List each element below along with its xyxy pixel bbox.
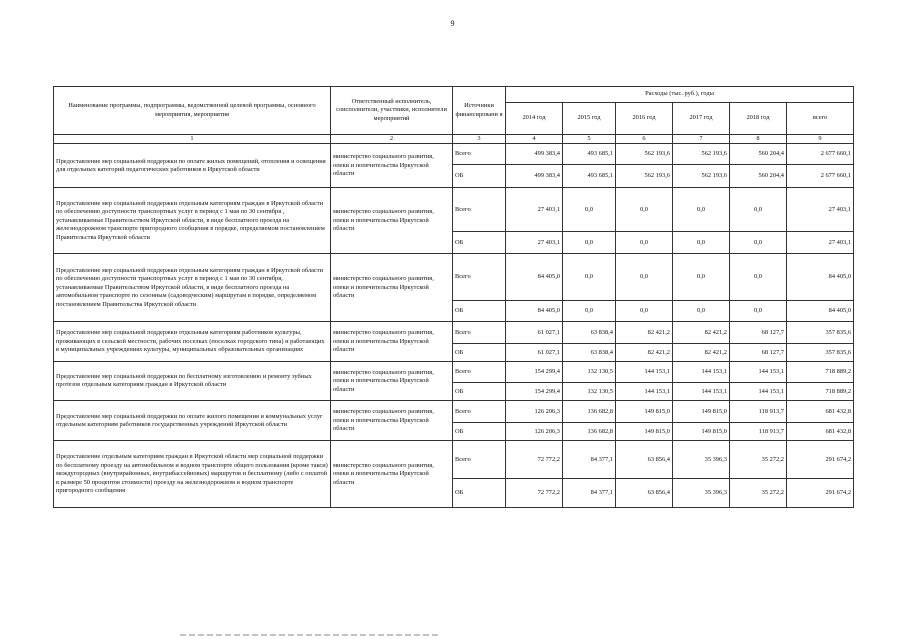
expense-value-cell: 132 130,5: [563, 362, 616, 383]
column-number: 5: [563, 135, 616, 144]
expense-value-cell: 63 856,4: [616, 479, 673, 508]
expense-value-cell: 0,0: [616, 232, 673, 254]
expense-value-cell: 0,0: [673, 188, 730, 232]
funding-source-cell: ОБ: [453, 344, 506, 362]
executor-cell: министерство социального развития, опеки и попечительства Иркутской области: [331, 401, 453, 441]
column-number: 6: [616, 135, 673, 144]
expense-value-cell: 493 685,1: [563, 165, 616, 188]
expense-value-cell: 0,0: [616, 188, 673, 232]
expense-value-cell: 0,0: [673, 301, 730, 322]
expense-value-cell: 560 204,4: [730, 165, 787, 188]
executor-cell: министерство социального развития, опеки и попечительства Иркутской области: [331, 441, 453, 508]
executor-cell: министерство социального развития, опеки и попечительства Иркутской области: [331, 144, 453, 188]
expense-value-cell: 35 396,3: [673, 479, 730, 508]
expense-value-cell: 84 405,0: [506, 301, 563, 322]
funding-source-cell: Всего: [453, 401, 506, 423]
funding-source-cell: ОБ: [453, 423, 506, 441]
expense-value-cell: 149 815,0: [673, 401, 730, 423]
expense-value-cell: 144 153,1: [673, 362, 730, 383]
expense-value-cell: 144 153,1: [673, 383, 730, 401]
expense-value-cell: 144 153,1: [616, 383, 673, 401]
expense-value-cell: 144 153,1: [616, 362, 673, 383]
expense-value-cell: 0,0: [730, 301, 787, 322]
funding-source-cell: ОБ: [453, 479, 506, 508]
expense-value-cell: 84 405,0: [506, 254, 563, 301]
header-year-2018: 2018 год: [730, 103, 787, 135]
program-name-cell: Предоставление мер социальной поддержки по бесплатному изготовлению и ремонту зубных протезов отдельным категориям граждан в Иркутской области: [54, 362, 331, 401]
expense-value-cell: 681 432,8: [787, 423, 854, 441]
header-program-name: Наименование программы, подпрограммы, ведомственной целевой программы, основного мероприятия, мероприятия: [54, 87, 331, 135]
funding-source-cell: Всего: [453, 362, 506, 383]
expense-value-cell: 27 403,1: [506, 188, 563, 232]
column-number: 3: [453, 135, 506, 144]
header-year-2017: 2017 год: [673, 103, 730, 135]
expense-value-cell: 132 130,5: [563, 383, 616, 401]
program-name-cell: Предоставление мер социальной поддержки по оплате жилых помещений, отопления и освещения для отдельных категорий педагогических работников в Иркутской области: [54, 144, 331, 188]
expense-value-cell: 499 383,4: [506, 144, 563, 165]
expense-value-cell: 68 127,7: [730, 344, 787, 362]
expense-value-cell: 61 027,1: [506, 344, 563, 362]
expense-value-cell: 291 674,2: [787, 479, 854, 508]
expense-value-cell: 82 421,2: [673, 344, 730, 362]
expense-value-cell: 63 856,4: [616, 441, 673, 479]
header-total: всего: [787, 103, 854, 135]
expense-value-cell: 2 677 660,1: [787, 144, 854, 165]
funding-source-cell: ОБ: [453, 165, 506, 188]
expense-value-cell: 560 204,4: [730, 144, 787, 165]
program-name-cell: Предоставление мер социальной поддержки по оплате жилого помещения и коммунальных услуг отдельным категориям работников государственных учреждений Иркутской области: [54, 401, 331, 441]
expense-value-cell: 61 027,1: [506, 322, 563, 344]
expense-value-cell: 82 421,2: [616, 344, 673, 362]
expense-value-cell: 144 153,1: [730, 383, 787, 401]
table-row: [54, 401, 854, 423]
program-name-cell: Предоставление мер социальной поддержки отдельным категориям работников культуры, проживающих в сельской местности, рабочих поселках (поселках городского типа) и работающих в муниципальных учреждениях культуры, муниципальных образовательных организациях: [54, 322, 331, 362]
expense-value-cell: 27 403,1: [506, 232, 563, 254]
expense-value-cell: 35 396,3: [673, 441, 730, 479]
table-row: [54, 362, 854, 383]
expense-value-cell: 149 815,0: [616, 401, 673, 423]
funding-source-cell: Всего: [453, 188, 506, 232]
table-row: [54, 254, 854, 301]
expense-value-cell: 718 889,2: [787, 362, 854, 383]
expense-value-cell: 0,0: [673, 232, 730, 254]
expense-value-cell: 136 682,8: [563, 401, 616, 423]
expense-value-cell: 72 772,2: [506, 479, 563, 508]
table-row: [54, 144, 854, 165]
expense-value-cell: 72 772,2: [506, 441, 563, 479]
expense-value-cell: 126 206,3: [506, 401, 563, 423]
table-row: [54, 441, 854, 479]
expense-value-cell: 82 421,2: [673, 322, 730, 344]
header-expenses: Расходы (тыс. руб.), годы: [506, 87, 854, 103]
expense-value-cell: 0,0: [616, 254, 673, 301]
header-year-2014: 2014 год: [506, 103, 563, 135]
column-number: 9: [787, 135, 854, 144]
expense-value-cell: 2 677 660,1: [787, 165, 854, 188]
executor-cell: министерство социального развития, опеки и попечительства Иркутской области: [331, 188, 453, 254]
expense-value-cell: 562 193,6: [616, 144, 673, 165]
funding-source-cell: Всего: [453, 322, 506, 344]
expense-value-cell: 126 206,3: [506, 423, 563, 441]
column-number: 8: [730, 135, 787, 144]
expense-value-cell: 291 674,2: [787, 441, 854, 479]
expense-value-cell: 84 405,0: [787, 254, 854, 301]
expense-value-cell: 118 913,7: [730, 401, 787, 423]
expense-value-cell: 149 815,0: [616, 423, 673, 441]
expense-value-cell: 84 377,1: [563, 479, 616, 508]
funding-source-cell: ОБ: [453, 232, 506, 254]
expense-value-cell: 0,0: [730, 188, 787, 232]
funding-source-cell: Всего: [453, 441, 506, 479]
scan-artifact-line: [180, 634, 440, 636]
expense-value-cell: 0,0: [616, 301, 673, 322]
expense-value-cell: 562 193,6: [616, 165, 673, 188]
funding-source-cell: Всего: [453, 144, 506, 165]
expense-value-cell: 118 913,7: [730, 423, 787, 441]
column-number: 1: [54, 135, 331, 144]
expense-value-cell: 154 299,4: [506, 362, 563, 383]
header-executor: Ответственный исполнитель, соисполнители, участники, исполнители мероприятий: [331, 87, 453, 135]
expense-value-cell: 63 838,4: [563, 344, 616, 362]
program-name-cell: Предоставление мер социальной поддержки отдельным категориям граждан в Иркутской области по обеспечению доступности транспортных услуг в период с 1 мая по 30 сентября , устанавливаемые Правительством Иркутской области, в виде бесплатного проезда на железнодорожном транспорте пригородного сообщения в порядке, определяемом постановлением Правительства Иркутской области: [54, 188, 331, 254]
expense-value-cell: 718 889,2: [787, 383, 854, 401]
expense-value-cell: 136 682,8: [563, 423, 616, 441]
expense-value-cell: 357 835,6: [787, 344, 854, 362]
expense-value-cell: 68 127,7: [730, 322, 787, 344]
expense-value-cell: 0,0: [563, 301, 616, 322]
program-name-cell: Предоставление мер социальной поддержки отдельным категориям граждан в Иркутской области по обеспечению доступности транспортных услуг в период с 1 мая по 30 сентября, устанавливаемые Правительством Иркутской области, в виде бесплатного проезда на автомобильном транспорте по сезонным (садоводческим) маршрутам в порядке, определяемом постановлением Правительства Иркутской области: [54, 254, 331, 322]
header-year-2016: 2016 год: [616, 103, 673, 135]
expense-value-cell: 35 272,2: [730, 479, 787, 508]
column-number: 7: [673, 135, 730, 144]
expense-value-cell: 27 403,1: [787, 188, 854, 232]
header-funding-source: Источники финансировани я: [453, 87, 506, 135]
expense-value-cell: 0,0: [730, 232, 787, 254]
expense-value-cell: 681 432,8: [787, 401, 854, 423]
executor-cell: министерство социального развития, опеки и попечительства Иркутской области: [331, 322, 453, 362]
expense-value-cell: 493 685,1: [563, 144, 616, 165]
page-number: 9: [450, 19, 455, 28]
budget-table: [53, 86, 854, 508]
budget-table-body: [54, 144, 854, 508]
executor-cell: министерство социального развития, опеки и попечительства Иркутской области: [331, 362, 453, 401]
expense-value-cell: 82 421,2: [616, 322, 673, 344]
expense-value-cell: 0,0: [563, 254, 616, 301]
column-number: 2: [331, 135, 453, 144]
table-row: [54, 322, 854, 344]
expense-value-cell: 63 838,4: [563, 322, 616, 344]
expense-value-cell: 27 403,1: [787, 232, 854, 254]
expense-value-cell: 144 153,1: [730, 362, 787, 383]
table-row: [54, 188, 854, 232]
funding-source-cell: Всего: [453, 254, 506, 301]
expense-value-cell: 562 193,6: [673, 144, 730, 165]
expense-value-cell: 562 193,6: [673, 165, 730, 188]
expense-value-cell: 357 835,6: [787, 322, 854, 344]
expense-value-cell: 35 272,2: [730, 441, 787, 479]
expense-value-cell: 0,0: [730, 254, 787, 301]
expense-value-cell: 149 815,0: [673, 423, 730, 441]
expense-value-cell: 0,0: [673, 254, 730, 301]
column-number: 4: [506, 135, 563, 144]
program-name-cell: Предоставление отдельным категориям граждан в Иркутской области мер социальной поддержки по бесплатному проезду на автомобильном и водном транспорте общего пользования (кроме такси) междугородных (внутрирайонных, внутрибассейновых) маршрутов и бесплатному (либо с оплатой в размере 50 процентов стоимости) проезду на железнодорожном и водном транспорте пригородного сообщения: [54, 441, 331, 508]
funding-source-cell: ОБ: [453, 383, 506, 401]
funding-source-cell: ОБ: [453, 301, 506, 322]
expense-value-cell: 84 377,1: [563, 441, 616, 479]
expense-value-cell: 84 405,0: [787, 301, 854, 322]
expense-value-cell: 154 299,4: [506, 383, 563, 401]
executor-cell: министерство социального развития, опеки и попечительства Иркутской области: [331, 254, 453, 322]
expense-value-cell: 0,0: [563, 188, 616, 232]
header-year-2015: 2015 год: [563, 103, 616, 135]
expense-value-cell: 0,0: [563, 232, 616, 254]
expense-value-cell: 499 383,4: [506, 165, 563, 188]
